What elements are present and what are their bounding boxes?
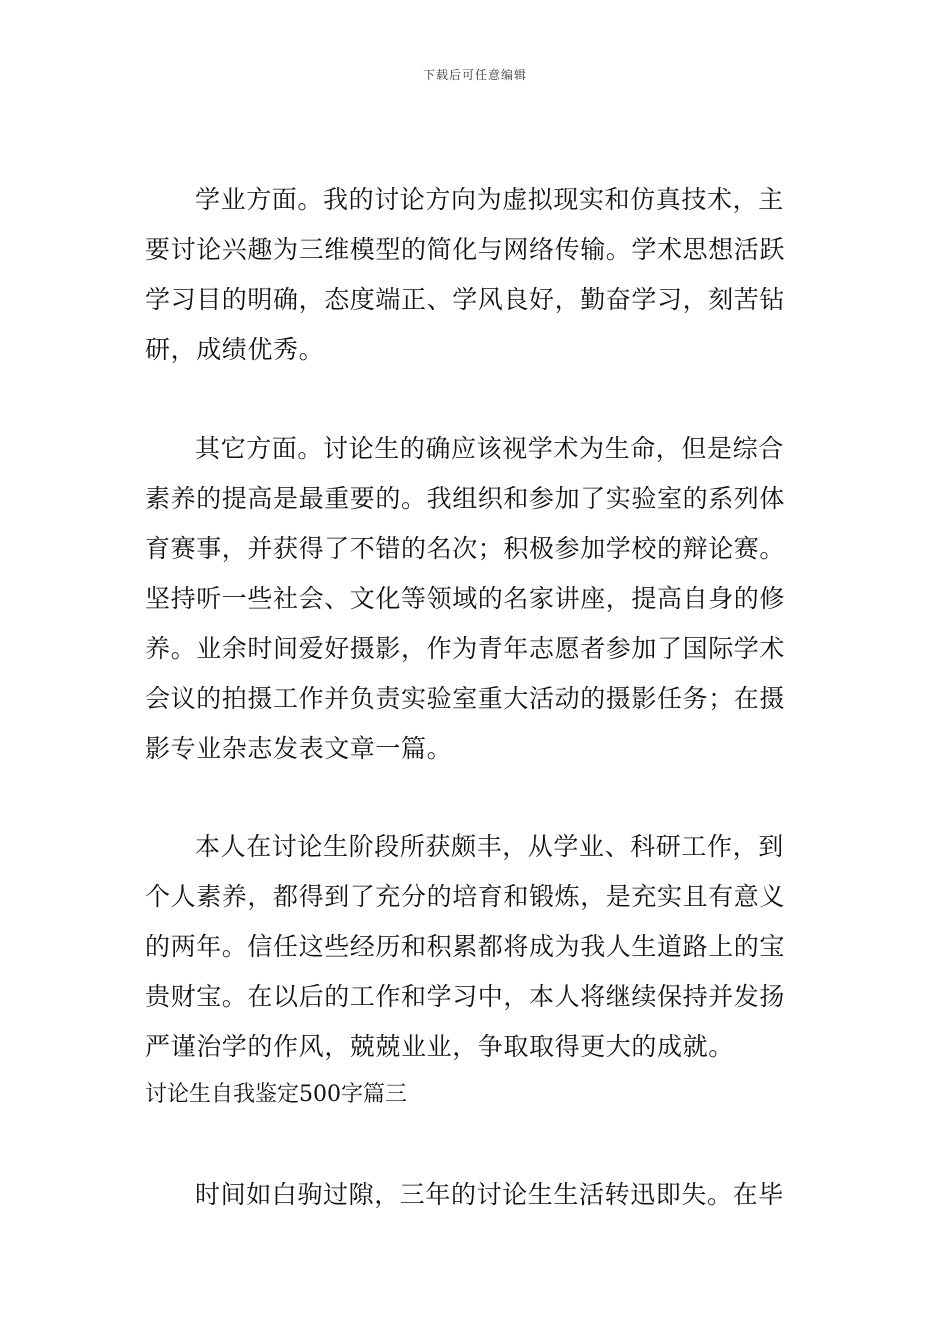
paragraph-line: 时间如白驹过隙，三年的讨论生生活转迅即失。在毕	[195, 1180, 784, 1209]
paragraph-line: 学业方面。我的讨论方向为虚拟现实和仿真技术，主	[195, 185, 784, 214]
paragraph-line: 研，成绩优秀。	[145, 335, 325, 364]
section-title: 讨论生自我鉴定500字篇三	[145, 1082, 407, 1107]
paragraph-line: 影专业杂志发表文章一篇。	[145, 734, 453, 763]
paragraph-line: 坚持听一些社会、文化等领域的名家讲座，提高自身的修	[145, 584, 786, 613]
paragraph-line: 要讨论兴趣为三维模型的简化与网络传输。学术思想活跃	[145, 235, 786, 264]
paragraph-line: 学习目的明确，态度端正、学风良好，勤奋学习，刻苦钻	[145, 285, 786, 314]
paragraph-line: 会议的拍摄工作并负责实验室重大活动的摄影任务；在摄	[145, 684, 786, 713]
paragraph-line: 素养的提高是最重要的。我组织和参加了实验室的系列体	[145, 484, 786, 513]
paragraph-line: 严谨治学的作风，兢兢业业，争取取得更大的成就。	[145, 1032, 734, 1061]
paragraph-line: 本人在讨论生阶段所获颇丰，从学业、科研工作，到	[195, 832, 784, 861]
paragraph-line: 育赛事，并获得了不错的名次；积极参加学校的辩论赛。	[145, 534, 786, 563]
paragraph-line: 其它方面。讨论生的确应该视学术为生命，但是综合	[195, 434, 784, 463]
paragraph-line: 个人素养，都得到了充分的培育和锻炼，是充实且有意义	[145, 882, 786, 911]
paragraph-line: 养。业余时间爱好摄影，作为青年志愿者参加了国际学术	[145, 634, 786, 663]
paragraph-line: 的两年。信任这些经历和积累都将成为我人生道路上的宝	[145, 932, 786, 961]
paragraph-line: 贵财宝。在以后的工作和学习中，本人将继续保持并发扬	[145, 982, 786, 1011]
download-note: 下载后可任意编辑	[422, 68, 527, 82]
